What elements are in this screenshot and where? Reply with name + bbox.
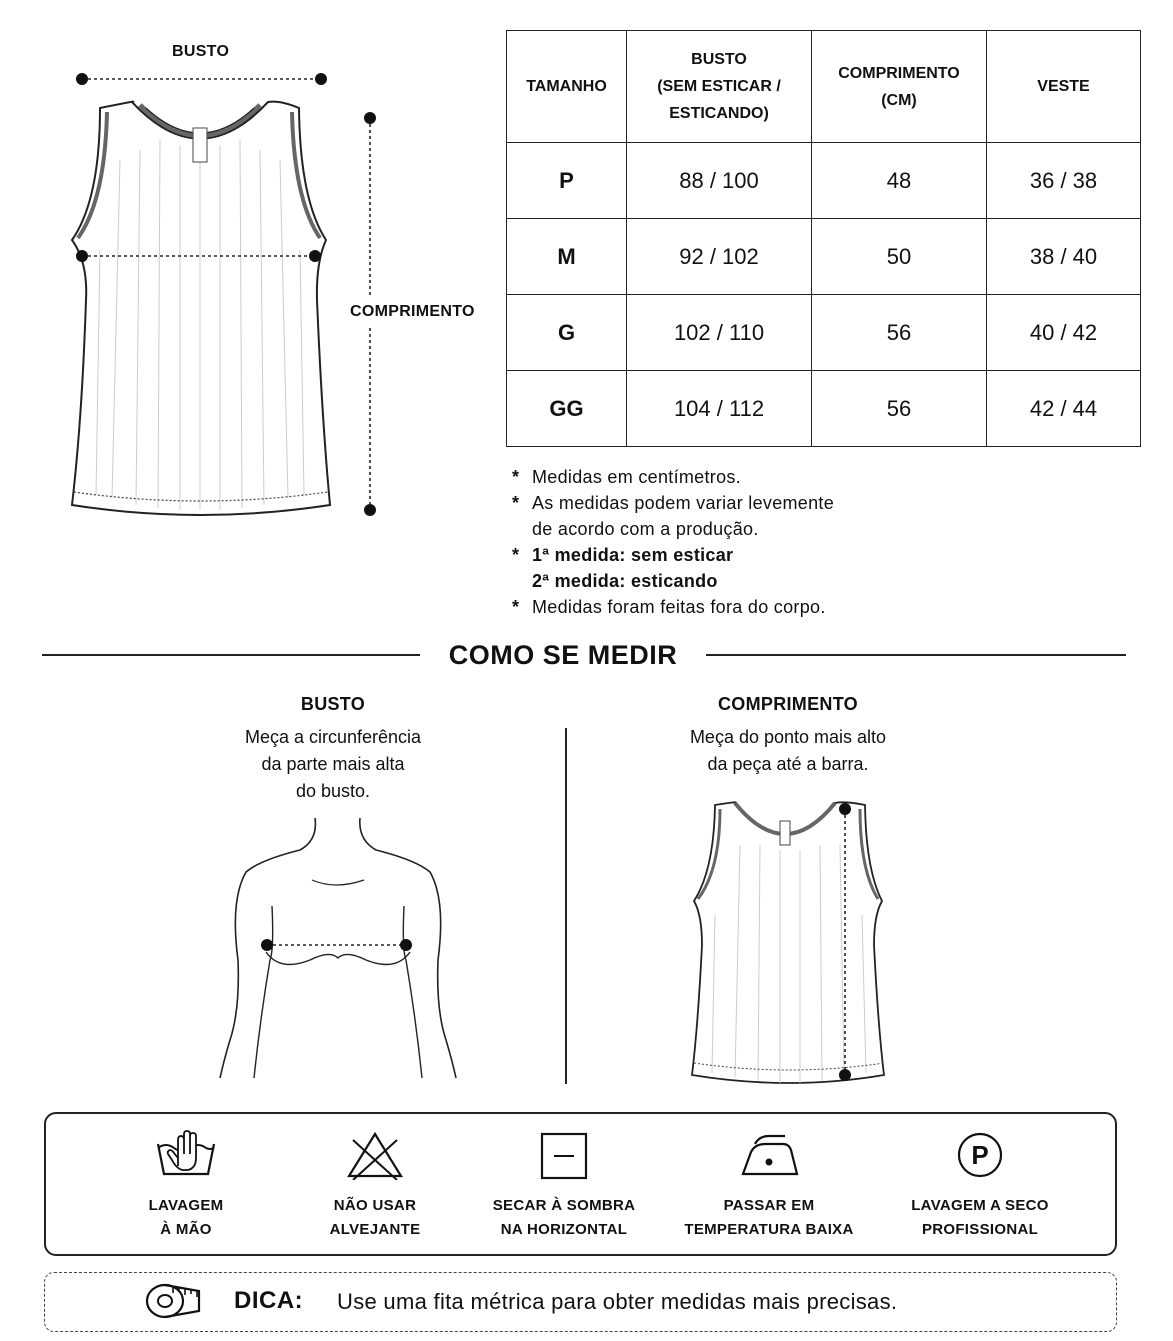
note-item: * Medidas foram feitas fora do corpo. (512, 597, 826, 617)
cell-bust: 88 / 100 (627, 143, 812, 219)
cell-size: G (507, 295, 627, 371)
header-size: TAMANHO (507, 31, 627, 143)
tank-top-illustration (0, 0, 500, 540)
cell-fits: 40 / 42 (987, 295, 1141, 371)
cell-length: 48 (812, 143, 987, 219)
care-instructions-box (44, 1112, 1117, 1256)
care-item-no-bleach: NÃO USAR ALVEJANTE (275, 1130, 475, 1242)
bust-section-title: BUSTO (300, 694, 366, 714)
cell-fits: 36 / 38 (987, 143, 1141, 219)
notes-list (512, 464, 1112, 620)
iron-low-icon (737, 1130, 801, 1180)
care-item-hand-wash: LAVAGEM À MÃO (86, 1130, 286, 1242)
bust-measure-label: BUSTO (172, 43, 230, 60)
note-item: * Medidas em centímetros. (512, 467, 741, 487)
svg-text:P: P (971, 1140, 989, 1170)
cell-length: 50 (812, 219, 987, 295)
cell-length: 56 (812, 371, 987, 447)
table-row (507, 371, 1141, 447)
cell-bust: 102 / 110 (627, 295, 812, 371)
length-measure-label: COMPRIMENTO (350, 303, 475, 320)
cell-bust: 104 / 112 (627, 371, 812, 447)
header-fits: VESTE (987, 31, 1141, 143)
cell-fits: 42 / 44 (987, 371, 1141, 447)
hand-wash-icon (154, 1130, 218, 1180)
section-divider (565, 728, 567, 1084)
note-item: * 1ª medida: sem esticar 2ª medida: esticando (512, 545, 734, 591)
care-item-iron: PASSAR EM TEMPERATURA BAIXA (669, 1130, 869, 1242)
cell-bust: 92 / 102 (627, 219, 812, 295)
cell-fits: 38 / 40 (987, 219, 1141, 295)
care-item-dry-clean: P LAVAGEM A SECO PROFISSIONAL (880, 1130, 1080, 1242)
table-row (507, 219, 1141, 295)
size-table (506, 30, 1141, 447)
body-bust-illustration (200, 810, 480, 1085)
how-to-measure-title: COMO SE MEDIR (448, 640, 678, 670)
table-row (507, 143, 1141, 219)
garment-diagram (0, 0, 500, 540)
heading-rule-right (706, 654, 1126, 656)
cell-length: 56 (812, 295, 987, 371)
tip-text: Use uma fita métrica para obter medidas mais precisas. (337, 1289, 898, 1314)
dry-flat-shade-icon (538, 1130, 590, 1180)
heading-rule-left (42, 654, 420, 656)
header-bust: BUSTO (SEM ESTICAR / ESTICANDO) (627, 31, 812, 143)
table-row (507, 295, 1141, 371)
header-length: COMPRIMENTO (CM) (812, 31, 987, 143)
tank-top-length-illustration (680, 795, 900, 1090)
no-bleach-icon (345, 1130, 405, 1180)
length-section-desc: Meça do ponto mais alto da peça até a barra. (689, 727, 887, 774)
length-section-title: COMPRIMENTO (718, 694, 858, 714)
table-header-row (507, 31, 1141, 143)
tip-label: DICA: (234, 1287, 304, 1314)
cell-size: M (507, 219, 627, 295)
care-item-dry-flat: SECAR À SOMBRA NA HORIZONTAL (464, 1130, 664, 1242)
measuring-tape-icon (143, 1279, 205, 1325)
bust-section-desc: Meça a circunferência da parte mais alta do busto. (244, 727, 422, 801)
dry-clean-p-icon (954, 1130, 1006, 1180)
tip-box (44, 1272, 1117, 1332)
cell-size: GG (507, 371, 627, 447)
cell-size: P (507, 143, 627, 219)
note-item: * As medidas podem variar levemente de acordo com a produção. (512, 493, 835, 539)
